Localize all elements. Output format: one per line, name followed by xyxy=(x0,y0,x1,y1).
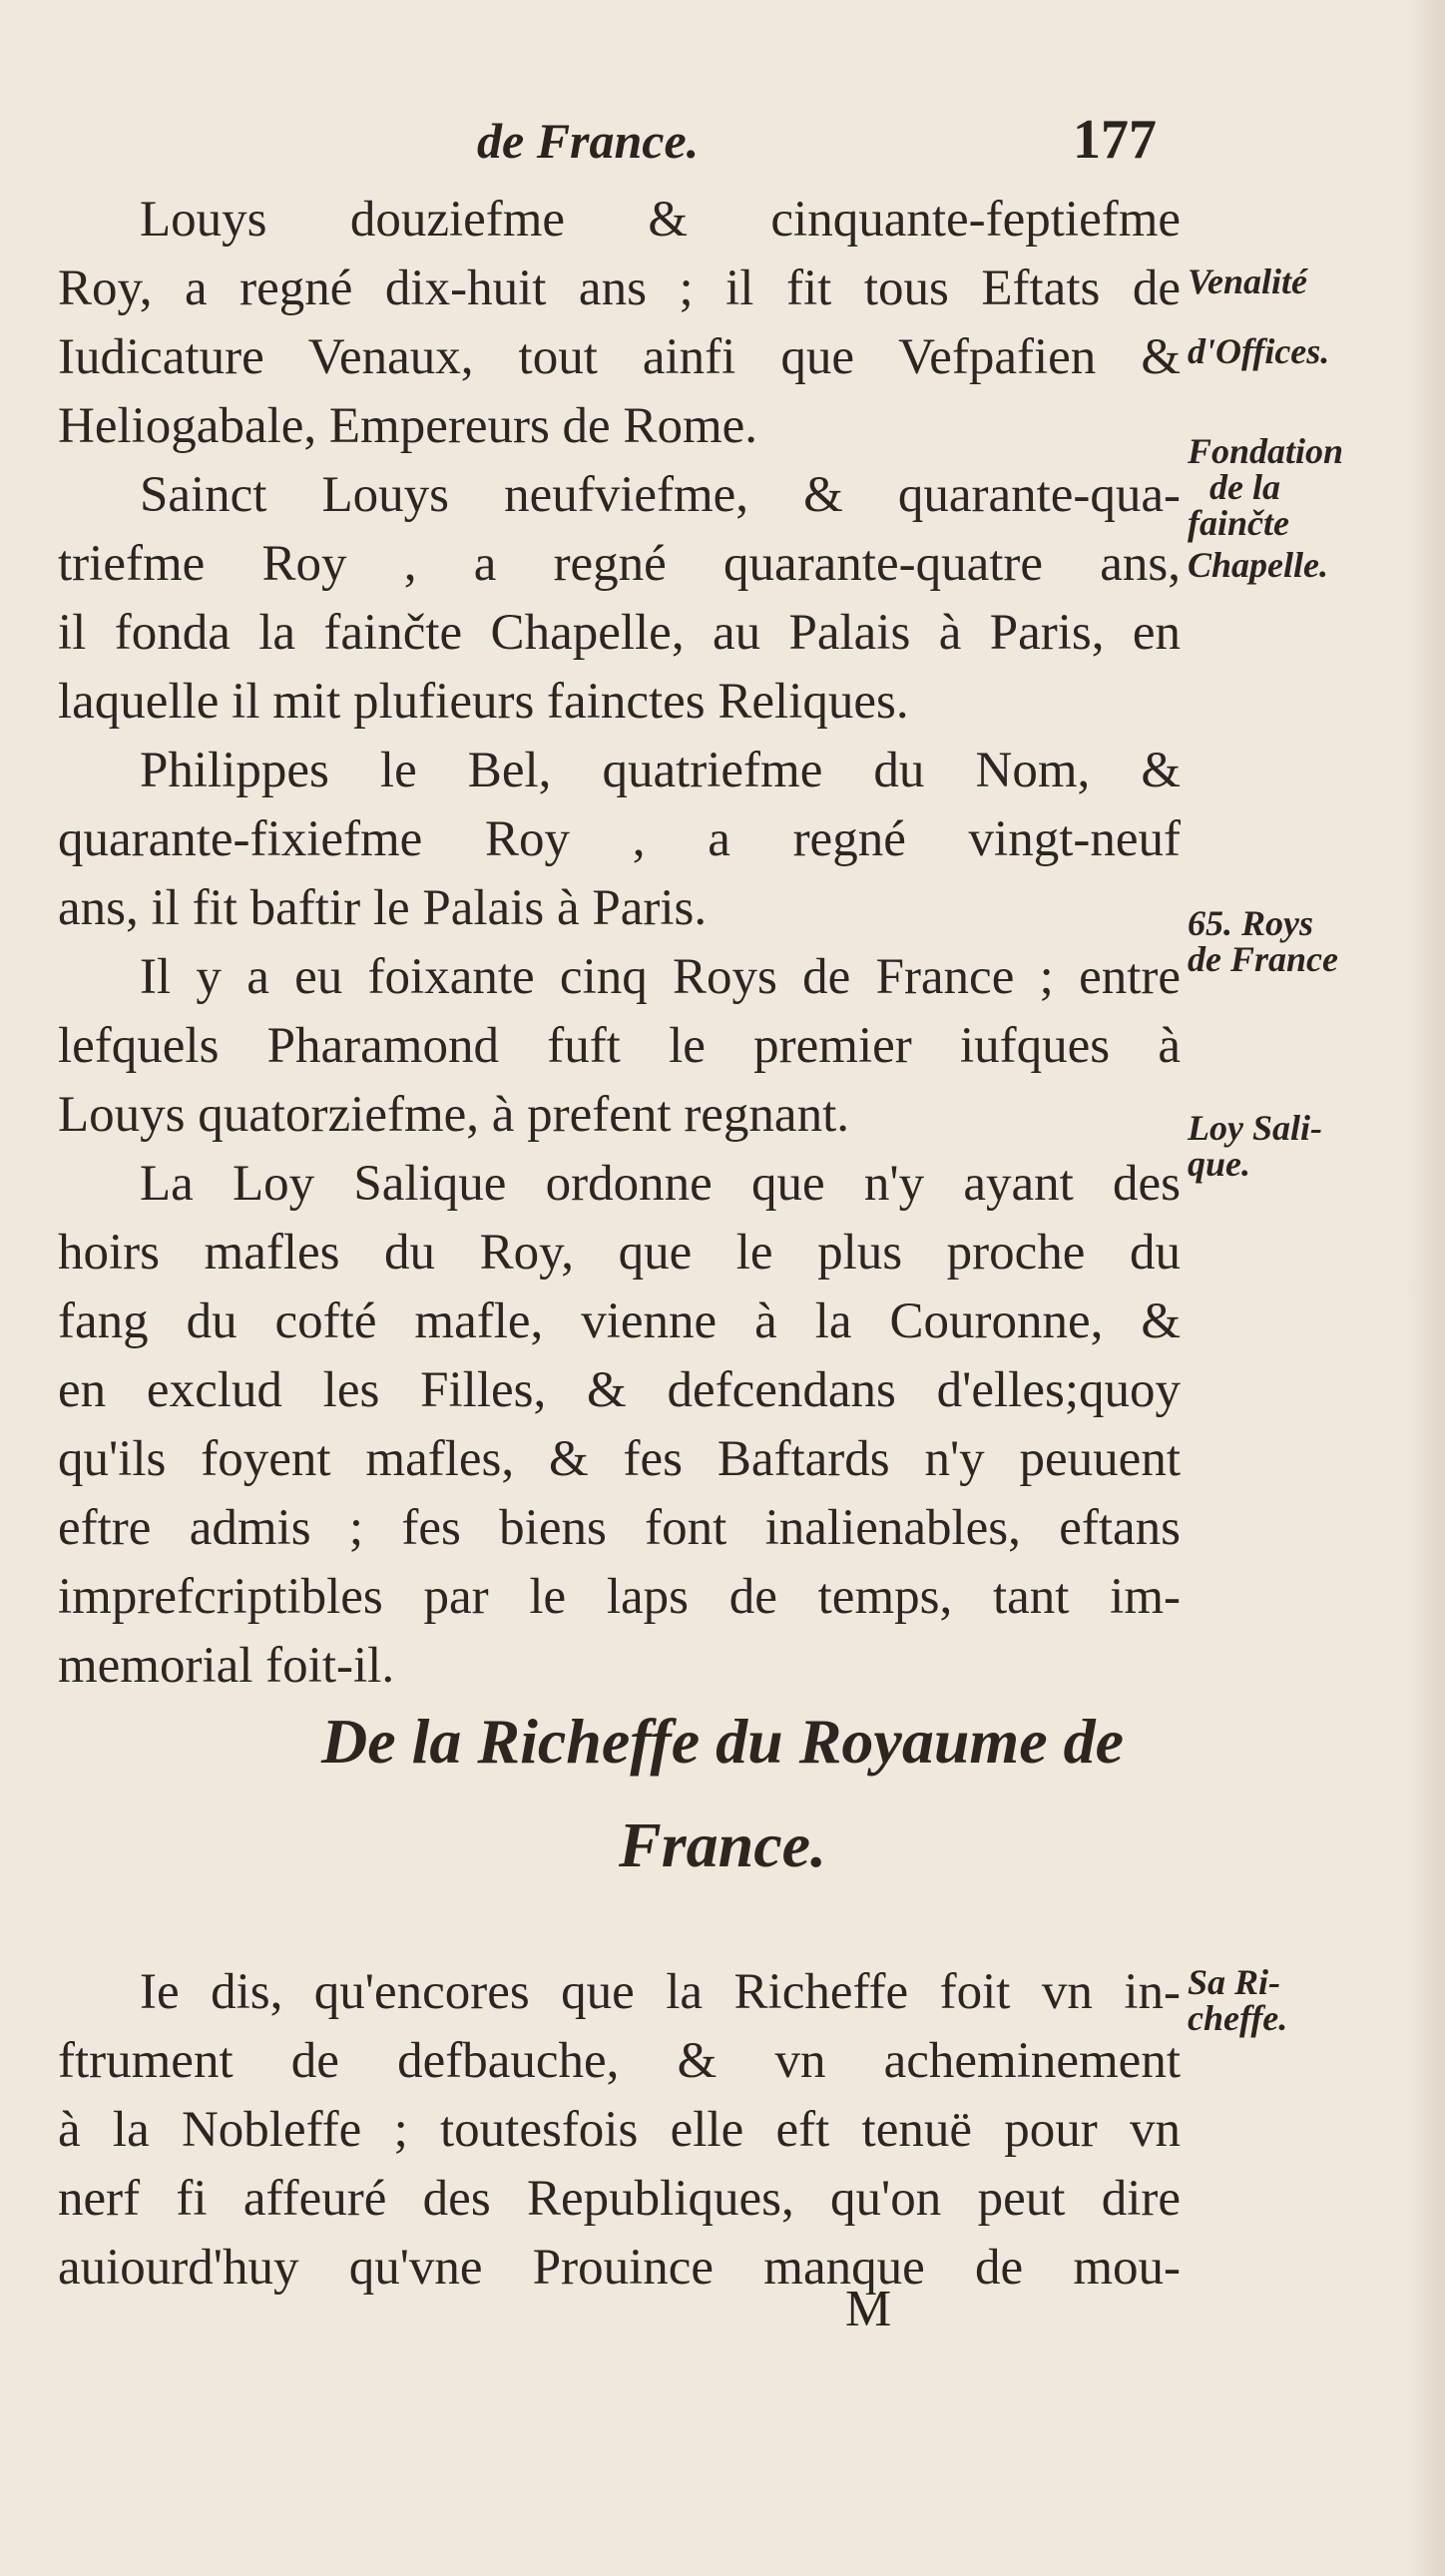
margin-note-loy xyxy=(1188,1110,1387,1182)
margin-note-fondation xyxy=(1188,433,1387,583)
margin-note-line: Fondation xyxy=(1188,431,1344,471)
text-line: ftrument de defbauche, & vn acheminement xyxy=(58,2033,1181,2089)
margin-note-line: cheffe. xyxy=(1188,1998,1288,2038)
text-line: il fonda la fainčte Chapelle, au Palais à Paris, en xyxy=(58,605,1181,661)
text-line: nerf fi affeuré des Republiques, qu'on peut dire xyxy=(58,2171,1181,2227)
text-line: Heliogabale, Empereurs de Rome. xyxy=(58,398,758,454)
text-line: Sainct Louys neufviefme, & quarante-qua- xyxy=(140,467,1181,523)
text-line: Louys douziefme & cinquante-feptiefme xyxy=(140,192,1181,248)
margin-note-richesse xyxy=(1188,1964,1387,2036)
text-line: quarante-fixiefme Roy , a regné vingt-neuf xyxy=(58,811,1181,867)
text-line: imprefcriptibles par le laps de temps, tant im- xyxy=(58,1569,1181,1625)
text-line: laquelle il mit plufieurs fainctes Reliques. xyxy=(58,674,909,730)
margin-note-line: d'Offices. xyxy=(1188,331,1330,371)
margin-note-line: Chapelle. xyxy=(1188,545,1328,585)
text-line: La Loy Salique ordonne que n'y ayant des xyxy=(140,1156,1181,1212)
text-line: Roy, a regné dix-huit ans ; il fit tous Eftats de xyxy=(58,260,1181,316)
margin-note-line: de France xyxy=(1188,939,1338,979)
text-line: en exclud les Filles, & defcendans d'elles;quoy xyxy=(58,1362,1181,1418)
text-line: Philippes le Bel, quatriefme du Nom, & xyxy=(140,743,1181,798)
text-line: memorial foit-il. xyxy=(58,1638,395,1694)
text-line: fang du cofté mafle, vienne à la Couronne, & xyxy=(58,1293,1181,1349)
margin-note-roys xyxy=(1188,905,1387,977)
text-line: eftre admis ; fes biens font inalienables, eftans xyxy=(58,1500,1181,1556)
margin-note-venalite xyxy=(1188,263,1387,369)
page-gutter-shadow xyxy=(1405,0,1445,2576)
text-line: à la Nobleffe ; toutesfois elle eft tenuë pour vn xyxy=(58,2102,1181,2158)
text-line: Ie dis, qu'encores que la Richeffe foit vn in- xyxy=(140,1964,1181,2020)
text-line: ans, il fit baftir le Palais à Paris. xyxy=(58,880,708,936)
text-line: Iudicature Venaux, tout ainfi que Vefpafien & xyxy=(58,329,1181,385)
text-line: Il y a eu foixante cinq Roys de France ; entre xyxy=(140,949,1181,1005)
margin-note-line: Loy Sali- xyxy=(1188,1108,1322,1148)
margin-note-line: 65. Roys xyxy=(1188,903,1313,943)
margin-note-line: Venalité xyxy=(1188,261,1308,301)
text-line: triefme Roy , a regné quarante-quatre ans, xyxy=(58,536,1181,592)
page-number: 177 xyxy=(1073,109,1157,171)
running-header: de France. xyxy=(477,113,700,169)
text-line: lefquels Pharamond fuft le premier iufques à xyxy=(58,1018,1181,1074)
margin-note-line: que. xyxy=(1188,1144,1250,1184)
signature-mark: M xyxy=(845,2281,892,2337)
section-heading-line-2: France. xyxy=(619,1809,826,1880)
margin-note-line: fainčte xyxy=(1188,503,1289,543)
section-heading-line-1: De la Richeffe du Royaume de xyxy=(320,1706,1125,1777)
text-line: hoirs mafles du Roy, que le plus proche du xyxy=(58,1225,1181,1281)
text-line: qu'ils foyent mafles, & fes Baftards n'y peuuent xyxy=(58,1431,1181,1487)
margin-note-line: de la xyxy=(1209,467,1280,507)
text-line: Louys quatorziefme, à prefent regnant. xyxy=(58,1087,849,1143)
text-line: auiourd'huy qu'vne Prouince manque de mou- xyxy=(58,2240,1181,2296)
margin-note-line: Sa Ri- xyxy=(1188,1962,1281,2002)
